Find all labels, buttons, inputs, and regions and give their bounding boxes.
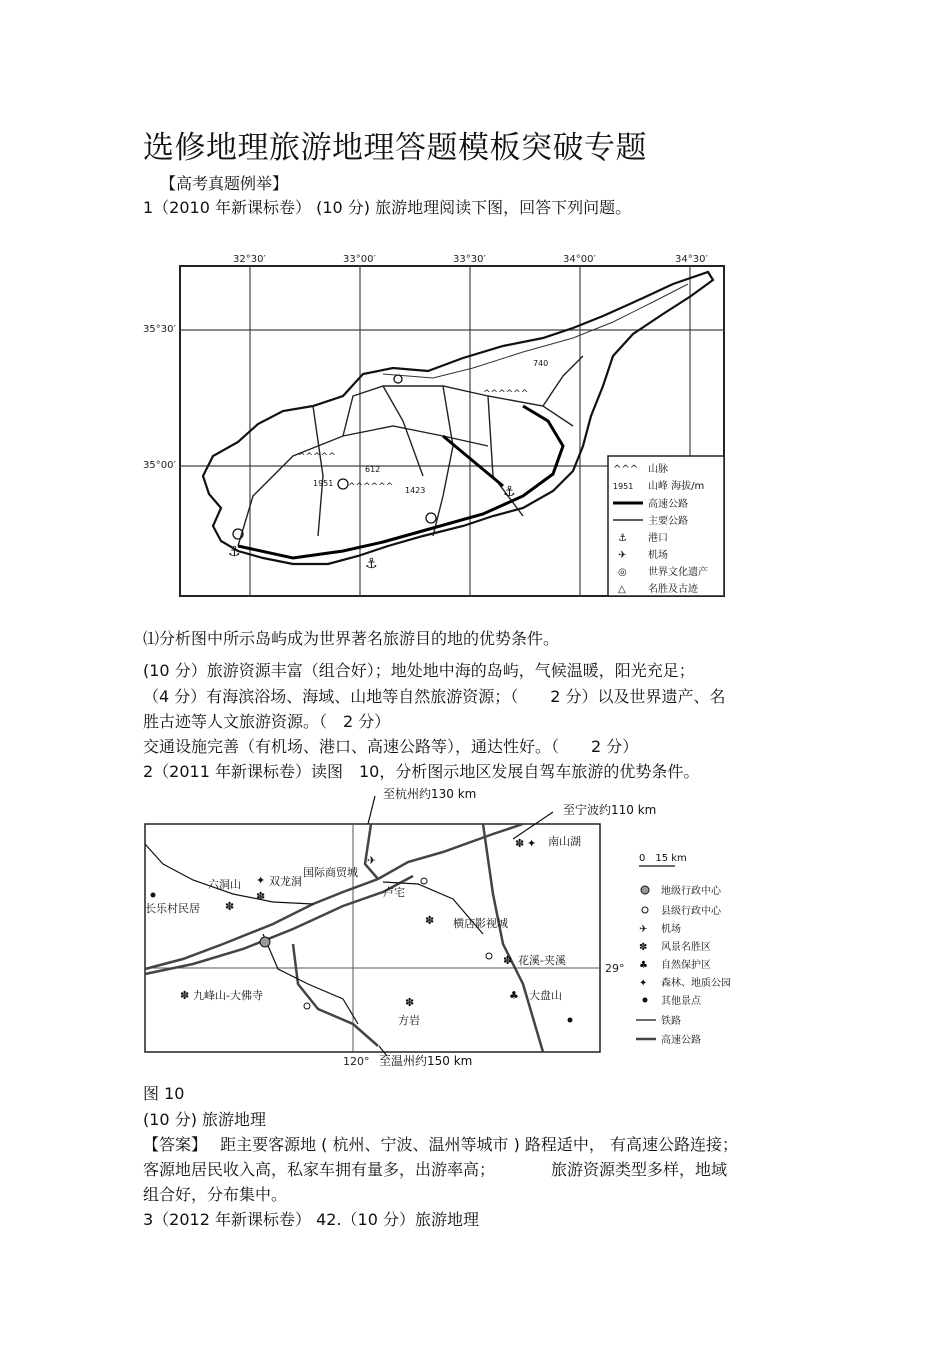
other-spot-icon <box>643 998 648 1003</box>
scenic-area-icon: ✽ <box>180 989 190 1002</box>
port-icon: ⚓ <box>365 556 378 572</box>
legend-label: 港口 <box>648 533 668 544</box>
region-map-figure <box>143 784 783 1074</box>
question-2-intro: 2（2011 年新课标卷）读图 10，分析图示地区发展自驾车旅游的优势条件。 <box>143 762 700 781</box>
peak-markers <box>313 359 548 495</box>
peak-label: 1951 <box>313 479 334 488</box>
place-label: 国际商贸城 <box>303 866 358 879</box>
world-heritage-icon <box>394 375 402 383</box>
page-title: 选修地理旅游地理答题模板突破专题 <box>143 130 647 166</box>
county-center-icon <box>486 953 492 959</box>
place-markers <box>145 834 581 1027</box>
world-heritage-icon <box>338 479 348 489</box>
legend-label: 山脉 <box>648 464 668 475</box>
question-3-intro: 3（2012 年新课标卷） 42.（10 分）旅游地理 <box>143 1210 479 1229</box>
county-center-icon <box>421 878 427 884</box>
longitude-labels <box>233 254 708 265</box>
region-map <box>143 784 783 1074</box>
legend-label: 主要公路 <box>648 516 688 527</box>
prefecture-center-icon <box>260 937 270 947</box>
historic-site-icon: △ <box>618 584 626 595</box>
section-heading: 【高考真题例举】 <box>160 174 289 193</box>
place-label: 大盘山 <box>529 989 562 1002</box>
mountain-icon: ^^^^^^ <box>483 389 529 399</box>
answer-line: 组合好，分布集中。 <box>143 1185 288 1204</box>
expressways <box>145 824 543 1052</box>
lat-label: 35°00′ <box>143 460 176 471</box>
lon-label: 34°00′ <box>563 254 596 265</box>
peak-label: 740 <box>533 359 549 368</box>
forest-park-icon: ✦ <box>527 837 537 850</box>
to-wenzhou-label: 至温州约150 km <box>379 1054 473 1068</box>
place-label: 方岩 <box>398 1014 420 1027</box>
scenic-area-icon: ✽ <box>639 942 648 953</box>
airport-icon: ✈ <box>618 550 627 561</box>
peak-icon: 1951 <box>613 482 634 491</box>
scale-bar-label: 0 15 km <box>639 853 687 864</box>
lon-label: 33°30′ <box>453 254 486 265</box>
place-label: 六洞山 <box>208 878 241 891</box>
prefecture-center-icon <box>641 886 649 894</box>
legend-label: 风景名胜区 <box>661 942 711 953</box>
port-icon: ⚓ <box>618 533 627 544</box>
legend-label: 地级行政中心 <box>661 886 721 897</box>
answer-line: 【答案】 距主要客源地 ( 杭州、宁波、温州等城市 ) 路程适中， 有高速公路连接； <box>143 1135 739 1154</box>
answer-line: 胜古迹等人文旅游资源。（ 2 分） <box>143 712 391 731</box>
island-map-figure <box>143 246 733 601</box>
answer-line: 交通设施完善（有机场、港口、高速公路等），通达性好。（ 2 分） <box>143 737 639 756</box>
airport-icon: ✈ <box>367 854 377 867</box>
legend-label: 机场 <box>661 924 681 935</box>
to-ningbo-label: 至宁波约110 km <box>563 803 657 817</box>
legend-label: 机场 <box>648 550 668 561</box>
forest-park-icon: ✦ <box>639 978 648 989</box>
other-spot-icon <box>568 1018 573 1023</box>
question-1-intro: 1（2010 年新课标卷） (10 分) 旅游地理阅读下图，回答下列问题。 <box>143 198 632 217</box>
question-2-score: (10 分) 旅游地理 <box>143 1110 267 1129</box>
legend <box>608 456 724 596</box>
direction-labels <box>379 786 656 1068</box>
lon-label: 34°30′ <box>675 254 708 265</box>
scenic-area-icon: ✽ <box>503 954 513 967</box>
legend-label: 县级行政中心 <box>661 906 721 917</box>
legend-label: 世界文化遗产 <box>648 567 708 578</box>
legend-label: 高速公路 <box>661 1035 701 1046</box>
lon-label: 33°00′ <box>343 254 376 265</box>
legend-label: 名胜及古迹 <box>648 584 698 595</box>
mountain-icon: ^^^^^ <box>298 452 336 462</box>
port-icon: ⚓ <box>228 544 241 560</box>
place-label: 长乐村民居 <box>145 902 200 915</box>
answer-line: （4 分）有海滨浴场、海域、山地等自然旅游资源；（ 2 分）以及世界遗产、名 <box>143 687 726 706</box>
place-label: 横店影视城 <box>453 917 508 930</box>
expressways <box>238 406 563 558</box>
legend-label: 森林、地质公园 <box>661 978 731 989</box>
lon-label: 32°30′ <box>233 254 266 265</box>
scenic-area-icon: ✽ <box>225 900 235 913</box>
other-spot-icon <box>151 893 156 898</box>
lat-label: 29° <box>605 962 625 975</box>
world-heritage-icon: ◎ <box>618 567 627 578</box>
mountain-icon: ^^^^^^ <box>348 482 394 492</box>
legend <box>636 853 731 1046</box>
mountain-icon: ^^^ <box>613 464 639 475</box>
place-label: 卢宅 <box>383 886 405 899</box>
forest-park-icon: ✦ <box>256 874 266 887</box>
legend-label: 自然保护区 <box>661 960 711 971</box>
port-icon: ⚓ <box>503 484 516 500</box>
place-label: 九峰山-大佛寺 <box>193 989 263 1002</box>
answer-line: 客源地居民收入高，私家车拥有量多，出游率高； 旅游资源类型多样，地域 <box>143 1160 728 1179</box>
nature-reserve-icon: ♣ <box>509 989 519 1002</box>
lat-label: 35°30′ <box>143 324 176 335</box>
airport-icon: ✈ <box>639 924 648 935</box>
answer-line: (10 分）旅游资源丰富（组合好）；地处地中海的岛屿，气候温暖，阳光充足； <box>143 661 695 680</box>
island-map <box>143 246 733 601</box>
legend-label: 铁路 <box>661 1016 681 1027</box>
place-label: 双龙洞 <box>269 875 302 888</box>
scenic-area-icon: ✽ <box>425 914 435 927</box>
place-label: 花溪-夹溪 <box>518 954 566 967</box>
figure-caption: 图 10 <box>143 1084 185 1103</box>
nature-reserve-icon: ♣ <box>639 960 648 971</box>
latitude-labels <box>143 324 176 471</box>
scenic-area-icon: ✽ <box>405 996 415 1009</box>
question-1-subquestion: ⑴分析图中所示岛屿成为世界著名旅游目的地的优势条件。 <box>143 629 560 648</box>
to-hangzhou-label: 至杭州约130 km <box>383 787 477 801</box>
place-label: 南山湖 <box>548 835 581 848</box>
scenic-area-icon: ✽ <box>256 890 266 903</box>
peak-label: 612 <box>365 465 381 474</box>
legend-label: 高速公路 <box>648 499 688 510</box>
main-roads <box>238 356 583 546</box>
lon-label: 120° <box>343 1055 370 1068</box>
county-center-icon <box>304 1003 310 1009</box>
county-center-icon <box>642 907 648 913</box>
legend-label: 山峰 海拔/m <box>648 481 705 492</box>
peak-label: 1423 <box>405 486 426 495</box>
world-heritage-icon <box>426 513 436 523</box>
scenic-area-icon: ✽ <box>515 837 525 850</box>
legend-label: 其他景点 <box>661 996 701 1007</box>
